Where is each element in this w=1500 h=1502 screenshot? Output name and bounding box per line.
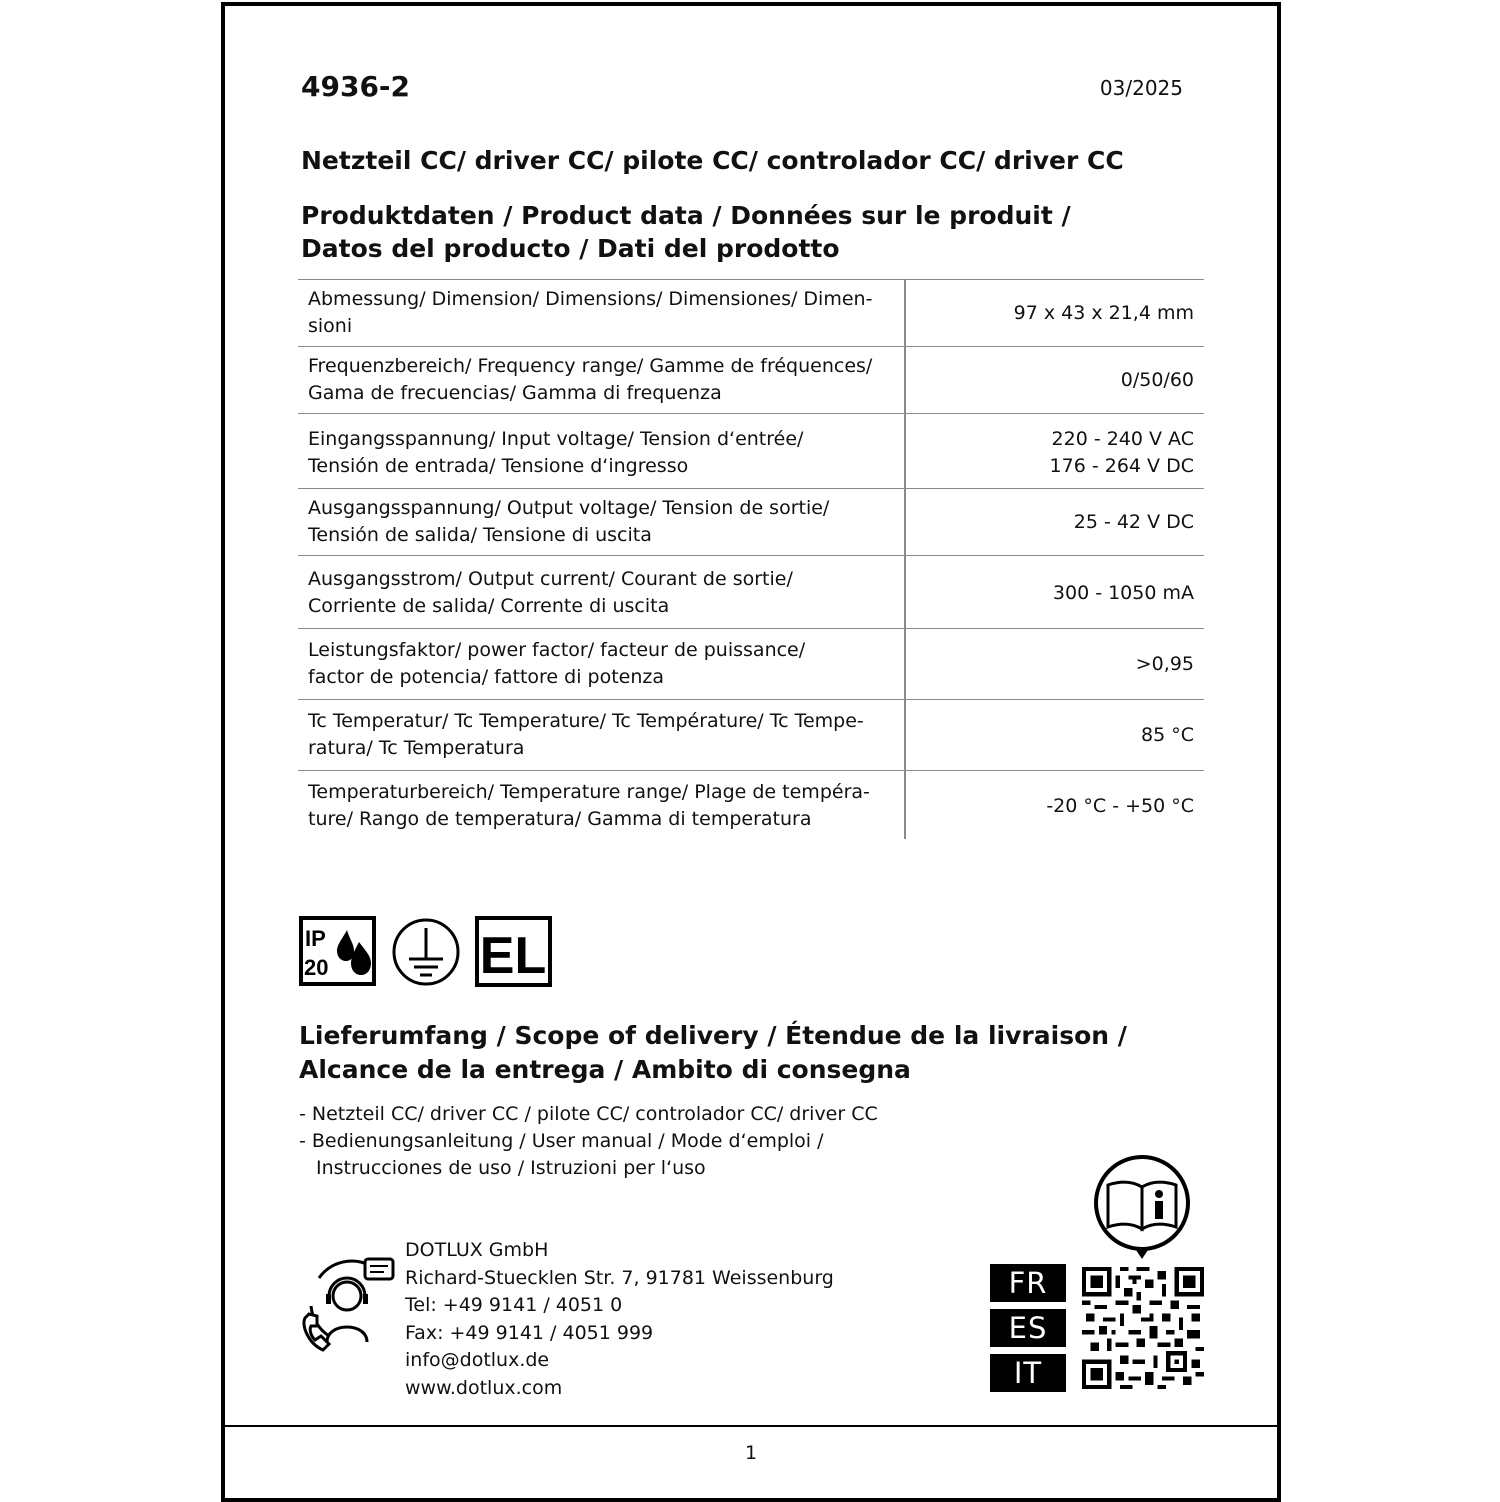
language-badge-fr: FR [990,1264,1066,1302]
spec-value: 300 - 1050 mA [905,556,1204,629]
product-data-heading-line1: Produktdaten / Product data / Données sur le produit / [301,201,1071,230]
spec-value: 220 - 240 V AC 176 - 264 V DC [905,414,1204,489]
list-item: - Netzteil CC/ driver CC / pilote CC/ controlador CC/ driver CC [299,1103,878,1125]
spec-label: Leistungsfaktor/ power factor/ facteur de puissance/ factor de potencia/ fattore di potenza [298,629,905,700]
company-address: Richard-Stuecklen Str. 7, 91781 Weissenburg [405,1266,834,1289]
product-data-heading [301,199,1071,265]
qr-code-icon[interactable] [1082,1266,1204,1390]
ip-label-bottom: 20 [304,955,329,980]
spec-label: Temperaturbereich/ Temperature range/ Plage de tempéra- ture/ Rango de temperatura/ Gamma di temperatura [298,771,905,840]
product-data-heading-line2: Datos del producto / Dati del prodotto [301,234,840,263]
scope-of-delivery-heading [299,1019,1127,1087]
spec-value: 97 x 43 x 21,4 mm [905,280,1204,347]
article-number: 4936-2 [301,70,411,103]
spec-label: Eingangsspannung/ Input voltage/ Tension d‘entrée/ Tensión de entrada/ Tensione d‘ingresso [298,414,905,489]
email-link[interactable]: info@dotlux.de [405,1349,550,1371]
table-row [298,414,1204,489]
language-badge-es: ES [990,1309,1066,1347]
scope-heading-line1: Lieferumfang / Scope of delivery / Étendue de la livraison / [299,1021,1127,1050]
footer-divider [225,1425,1277,1427]
language-badge-it: IT [990,1354,1066,1392]
ip-label-top: IP [305,926,326,951]
spec-value: 25 - 42 V DC [905,489,1204,556]
product-title: Netzteil CC/ driver CC/ pilote CC/ controlador CC/ driver CC [301,146,1124,175]
table-row [298,700,1204,771]
spec-label: Frequenzbereich/ Frequency range/ Gamme de fréquences/ Gama de frecuencias/ Gamma di frequenza [298,347,905,414]
table-row [298,280,1204,347]
spec-value: 0/50/60 [905,347,1204,414]
spec-value: -20 °C - +50 °C [905,771,1204,840]
fax-number: Fax: +49 9141 / 4051 999 [405,1321,654,1344]
spec-label: Ausgangsstrom/ Output current/ Courant de sortie/ Corriente de salida/ Corrente di uscita [298,556,905,629]
table-row [298,347,1204,414]
customer-support-icon [299,1256,399,1356]
el-class-icon [475,916,555,988]
spec-label: Abmessung/ Dimension/ Dimensions/ Dimensiones/ Dimen- sioni [298,280,905,347]
spec-label: Tc Temperatur/ Tc Temperature/ Tc Température/ Tc Tempe- ratura/ Tc Temperatura [298,700,905,771]
company-name: DOTLUX GmbH [405,1239,549,1261]
ip20-drops-icon [299,916,379,988]
table-row [298,556,1204,629]
contact-block [405,1237,834,1402]
read-manual-icon [1090,1153,1196,1263]
list-item: Instrucciones de uso / Istruzioni per l‘uso [316,1157,706,1179]
table-row [298,489,1204,556]
table-row [298,771,1204,840]
document-page [221,2,1281,1502]
spec-label: Ausgangsspannung/ Output voltage/ Tension de sortie/ Tensión de salida/ Tensione di uscita [298,489,905,556]
spec-value: >0,95 [905,629,1204,700]
spec-table [298,279,1204,839]
el-label: EL [479,927,547,985]
scope-heading-line2: Alcance de la entrega / Ambito di consegna [299,1055,911,1084]
delivery-list [299,1101,878,1182]
protective-earth-icon [389,916,463,988]
list-item: - Bedienungsanleitung / User manual / Mode d‘emploi / [299,1130,824,1152]
website-link[interactable]: www.dotlux.com [405,1376,563,1399]
page-number: 1 [744,1442,758,1464]
phone-number: Tel: +49 9141 / 4051 0 [405,1294,623,1316]
document-date: 03/2025 [1099,76,1183,100]
spec-value: 85 °C [905,700,1204,771]
table-row [298,629,1204,700]
